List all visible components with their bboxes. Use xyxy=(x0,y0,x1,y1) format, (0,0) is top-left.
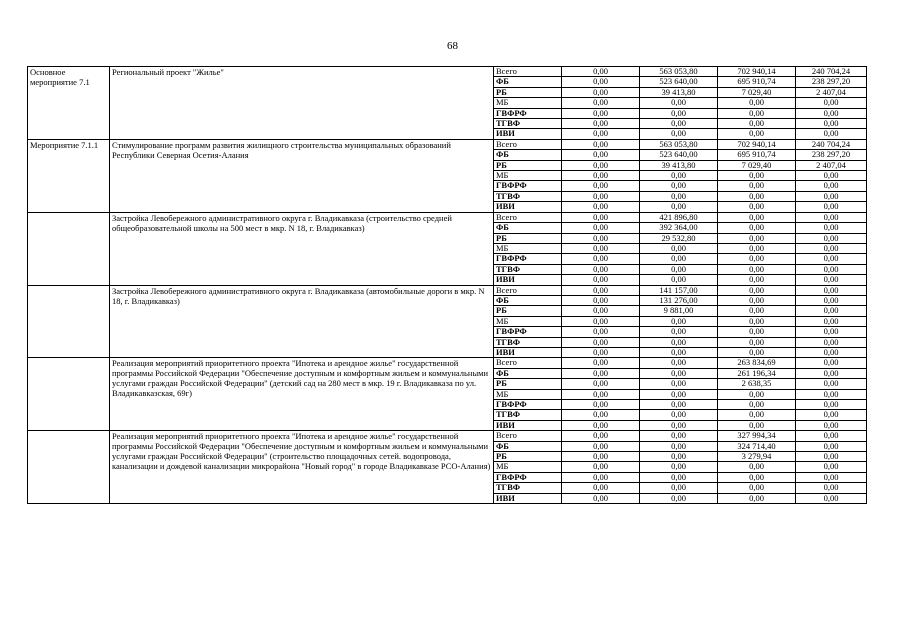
amount-cell: 0,00 xyxy=(796,212,867,222)
amount-cell: 0,00 xyxy=(796,400,867,410)
activity-code xyxy=(28,358,110,431)
amount-cell: 0,00 xyxy=(562,275,640,285)
amount-cell: 0,00 xyxy=(796,233,867,243)
amount-cell: 0,00 xyxy=(562,139,640,149)
amount-cell: 0,00 xyxy=(640,202,718,212)
amount-cell: 0,00 xyxy=(796,327,867,337)
amount-cell: 0,00 xyxy=(640,452,718,462)
amount-cell: 39 413,80 xyxy=(640,160,718,170)
amount-cell: 0,00 xyxy=(796,275,867,285)
activity-code xyxy=(28,431,110,504)
amount-cell: 0,00 xyxy=(640,129,718,139)
amount-cell: 392 364,00 xyxy=(640,223,718,233)
activity-name: Реализация мероприятий приоритетного проекта "Ипотека и арендное жилье" государственной программы Российской Федерации "Обеспечение доступным и комфортным жильем и коммунальными услугами граждан Российской Федерации" (строительство площадочных сетей. водопровода, канализации и дождевой канализации микрорайона "Новый город" в городе Владикавказе РСО-Алания) xyxy=(110,431,494,504)
page-number: 68 xyxy=(447,40,458,52)
amount-cell: 0,00 xyxy=(796,358,867,368)
funding-source: ГВФРФ xyxy=(494,108,562,118)
activity-code xyxy=(28,285,110,358)
amount-cell: 0,00 xyxy=(718,337,796,347)
funding-source: Всего xyxy=(494,139,562,149)
amount-cell: 0,00 xyxy=(640,316,718,326)
amount-cell: 0,00 xyxy=(718,472,796,482)
amount-cell: 0,00 xyxy=(562,191,640,201)
amount-cell: 0,00 xyxy=(640,98,718,108)
amount-cell: 0,00 xyxy=(718,202,796,212)
amount-cell: 0,00 xyxy=(640,108,718,118)
amount-cell: 0,00 xyxy=(718,212,796,222)
amount-cell: 0,00 xyxy=(640,347,718,357)
funding-source: РБ xyxy=(494,87,562,97)
amount-cell: 0,00 xyxy=(562,160,640,170)
activity-name: Застройка Левобережного административного округа г. Владикавказа (автомобильные дороги в мкр. N 18, г. Владикавказ) xyxy=(110,285,494,358)
activity-code xyxy=(28,212,110,285)
amount-cell: 238 297,20 xyxy=(796,150,867,160)
activity-name: Реализация мероприятий приоритетного проекта "Ипотека и арендное жилье" государственной программы Российской Федерации "Обеспечение доступным и комфортным жильем и коммунальными услугами граждан Российской Федерации" (детский сад на 280 мест в мкр. 19 г. Владикавказа по ул. Владикавказская, 69г) xyxy=(110,358,494,431)
funding-source: ГВФРФ xyxy=(494,181,562,191)
amount-cell: 0,00 xyxy=(796,493,867,503)
amount-cell: 0,00 xyxy=(796,462,867,472)
amount-cell: 0,00 xyxy=(718,98,796,108)
amount-cell: 0,00 xyxy=(562,264,640,274)
funding-source: МБ xyxy=(494,98,562,108)
amount-cell: 0,00 xyxy=(718,275,796,285)
amount-cell: 0,00 xyxy=(718,264,796,274)
amount-cell: 0,00 xyxy=(796,410,867,420)
funding-source: ИВИ xyxy=(494,420,562,430)
amount-cell: 0,00 xyxy=(796,441,867,451)
amount-cell: 0,00 xyxy=(796,420,867,430)
amount-cell: 0,00 xyxy=(640,181,718,191)
amount-cell: 0,00 xyxy=(640,472,718,482)
amount-cell: 0,00 xyxy=(562,493,640,503)
amount-cell: 0,00 xyxy=(718,410,796,420)
amount-cell: 523 640,00 xyxy=(640,150,718,160)
funding-source: Всего xyxy=(494,431,562,441)
funding-source: ИВИ xyxy=(494,275,562,285)
amount-cell: 0,00 xyxy=(562,108,640,118)
amount-cell: 0,00 xyxy=(718,493,796,503)
funding-source: Всего xyxy=(494,67,562,77)
amount-cell: 0,00 xyxy=(718,191,796,201)
amount-cell: 0,00 xyxy=(562,431,640,441)
amount-cell: 0,00 xyxy=(562,327,640,337)
amount-cell: 0,00 xyxy=(640,254,718,264)
amount-cell: 0,00 xyxy=(640,389,718,399)
amount-cell: 0,00 xyxy=(796,243,867,253)
funding-source: ГВФРФ xyxy=(494,254,562,264)
amount-cell: 141 157,00 xyxy=(640,285,718,295)
amount-cell: 0,00 xyxy=(796,191,867,201)
amount-cell: 0,00 xyxy=(640,420,718,430)
amount-cell: 327 994,34 xyxy=(718,431,796,441)
table-row xyxy=(28,431,867,441)
funding-source: ИВИ xyxy=(494,202,562,212)
amount-cell: 0,00 xyxy=(718,400,796,410)
amount-cell: 0,00 xyxy=(796,368,867,378)
amount-cell: 0,00 xyxy=(718,285,796,295)
amount-cell: 0,00 xyxy=(562,212,640,222)
amount-cell: 2 407,04 xyxy=(796,87,867,97)
amount-cell: 0,00 xyxy=(562,254,640,264)
funding-source: РБ xyxy=(494,379,562,389)
amount-cell: 0,00 xyxy=(562,347,640,357)
funding-source: ТГВФ xyxy=(494,337,562,347)
funding-source: Всего xyxy=(494,285,562,295)
funding-source: ГВФРФ xyxy=(494,400,562,410)
amount-cell: 0,00 xyxy=(640,171,718,181)
amount-cell: 0,00 xyxy=(718,171,796,181)
amount-cell: 0,00 xyxy=(796,264,867,274)
activity-code: Мероприятие 7.1.1 xyxy=(28,139,110,212)
table-row xyxy=(28,67,867,77)
amount-cell: 0,00 xyxy=(718,108,796,118)
amount-cell: 0,00 xyxy=(718,306,796,316)
table-row xyxy=(28,285,867,295)
amount-cell: 0,00 xyxy=(562,337,640,347)
amount-cell: 0,00 xyxy=(562,295,640,305)
amount-cell: 0,00 xyxy=(796,295,867,305)
amount-cell: 0,00 xyxy=(562,306,640,316)
funding-source: ИВИ xyxy=(494,129,562,139)
activity-name: Застройка Левобережного административного округа г. Владикавказа (строительство средней общеобразовательной школы на 500 мест в мкр. N 18, г. Владикавказ) xyxy=(110,212,494,285)
amount-cell: 0,00 xyxy=(796,483,867,493)
amount-cell: 240 704,24 xyxy=(796,139,867,149)
amount-cell: 0,00 xyxy=(796,171,867,181)
amount-cell: 0,00 xyxy=(562,223,640,233)
amount-cell: 0,00 xyxy=(562,379,640,389)
amount-cell: 263 834,69 xyxy=(718,358,796,368)
amount-cell: 0,00 xyxy=(562,410,640,420)
amount-cell: 0,00 xyxy=(796,202,867,212)
amount-cell: 0,00 xyxy=(562,171,640,181)
amount-cell: 0,00 xyxy=(718,347,796,357)
table-row xyxy=(28,358,867,368)
funding-source: ИВИ xyxy=(494,347,562,357)
amount-cell: 0,00 xyxy=(562,316,640,326)
amount-cell: 0,00 xyxy=(718,129,796,139)
funding-source: МБ xyxy=(494,389,562,399)
amount-cell: 2 638,35 xyxy=(718,379,796,389)
funding-source: ТГВФ xyxy=(494,191,562,201)
amount-cell: 2 407,04 xyxy=(796,160,867,170)
amount-cell: 0,00 xyxy=(640,379,718,389)
amount-cell: 0,00 xyxy=(796,379,867,389)
amount-cell: 0,00 xyxy=(640,337,718,347)
amount-cell: 0,00 xyxy=(796,452,867,462)
amount-cell: 0,00 xyxy=(718,389,796,399)
activity-code: Основное мероприятие 7.1 xyxy=(28,67,110,140)
funding-source: ГВФРФ xyxy=(494,472,562,482)
amount-cell: 0,00 xyxy=(796,108,867,118)
amount-cell: 0,00 xyxy=(562,98,640,108)
amount-cell: 0,00 xyxy=(562,452,640,462)
funding-source: ФБ xyxy=(494,368,562,378)
funding-source: МБ xyxy=(494,171,562,181)
amount-cell: 0,00 xyxy=(640,243,718,253)
amount-cell: 0,00 xyxy=(718,233,796,243)
funding-source: РБ xyxy=(494,452,562,462)
amount-cell: 3 279,94 xyxy=(718,452,796,462)
amount-cell: 0,00 xyxy=(796,389,867,399)
amount-cell: 0,00 xyxy=(640,493,718,503)
amount-cell: 0,00 xyxy=(562,285,640,295)
amount-cell: 421 896,80 xyxy=(640,212,718,222)
amount-cell: 7 029,40 xyxy=(718,160,796,170)
amount-cell: 0,00 xyxy=(562,150,640,160)
amount-cell: 240 704,24 xyxy=(796,67,867,77)
funding-source: ТГВФ xyxy=(494,410,562,420)
amount-cell: 0,00 xyxy=(562,462,640,472)
amount-cell: 0,00 xyxy=(562,129,640,139)
amount-cell: 0,00 xyxy=(640,191,718,201)
amount-cell: 0,00 xyxy=(640,410,718,420)
funding-source: РБ xyxy=(494,233,562,243)
amount-cell: 9 881,00 xyxy=(640,306,718,316)
amount-cell: 0,00 xyxy=(562,67,640,77)
amount-cell: 0,00 xyxy=(718,119,796,129)
funding-source: МБ xyxy=(494,243,562,253)
amount-cell: 0,00 xyxy=(562,420,640,430)
funding-source: ФБ xyxy=(494,150,562,160)
amount-cell: 0,00 xyxy=(562,77,640,87)
amount-cell: 0,00 xyxy=(562,441,640,451)
amount-cell: 0,00 xyxy=(640,275,718,285)
amount-cell: 0,00 xyxy=(562,181,640,191)
activity-name: Стимулирование программ развития жилищного строительства муниципальных образований Республики Северная Осетия-Алания xyxy=(110,139,494,212)
amount-cell: 702 940,14 xyxy=(718,139,796,149)
funding-source: ТГВФ xyxy=(494,264,562,274)
amount-cell: 29 532,80 xyxy=(640,233,718,243)
amount-cell: 0,00 xyxy=(562,119,640,129)
funding-source: Всего xyxy=(494,358,562,368)
funding-source: МБ xyxy=(494,462,562,472)
amount-cell: 0,00 xyxy=(718,243,796,253)
table-row xyxy=(28,212,867,222)
amount-cell: 0,00 xyxy=(640,368,718,378)
amount-cell: 0,00 xyxy=(796,337,867,347)
amount-cell: 0,00 xyxy=(640,264,718,274)
amount-cell: 0,00 xyxy=(796,431,867,441)
amount-cell: 0,00 xyxy=(718,483,796,493)
amount-cell: 0,00 xyxy=(796,285,867,295)
amount-cell: 39 413,80 xyxy=(640,87,718,97)
amount-cell: 0,00 xyxy=(796,98,867,108)
amount-cell: 0,00 xyxy=(796,223,867,233)
amount-cell: 0,00 xyxy=(718,316,796,326)
funding-source: Всего xyxy=(494,212,562,222)
amount-cell: 702 940,14 xyxy=(718,67,796,77)
amount-cell: 0,00 xyxy=(640,400,718,410)
funding-source: ТГВФ xyxy=(494,119,562,129)
funding-source: ТГВФ xyxy=(494,483,562,493)
amount-cell: 0,00 xyxy=(718,327,796,337)
amount-cell: 0,00 xyxy=(562,243,640,253)
amount-cell: 0,00 xyxy=(796,347,867,357)
amount-cell: 0,00 xyxy=(796,254,867,264)
amount-cell: 0,00 xyxy=(562,483,640,493)
funding-source: МБ xyxy=(494,316,562,326)
amount-cell: 0,00 xyxy=(796,472,867,482)
amount-cell: 0,00 xyxy=(640,327,718,337)
amount-cell: 695 910,74 xyxy=(718,77,796,87)
amount-cell: 0,00 xyxy=(640,358,718,368)
amount-cell: 695 910,74 xyxy=(718,150,796,160)
funding-source: ФБ xyxy=(494,223,562,233)
amount-cell: 0,00 xyxy=(562,233,640,243)
amount-cell: 261 196,34 xyxy=(718,368,796,378)
table-row xyxy=(28,139,867,149)
amount-cell: 0,00 xyxy=(718,181,796,191)
amount-cell: 523 640,00 xyxy=(640,77,718,87)
funding-source: РБ xyxy=(494,306,562,316)
amount-cell: 0,00 xyxy=(562,400,640,410)
activity-name: Региональный проект "Жилье" xyxy=(110,67,494,140)
amount-cell: 0,00 xyxy=(562,87,640,97)
amount-cell: 0,00 xyxy=(640,431,718,441)
amount-cell: 7 029,40 xyxy=(718,87,796,97)
amount-cell: 0,00 xyxy=(562,368,640,378)
funding-source: ФБ xyxy=(494,77,562,87)
funding-source: ИВИ xyxy=(494,493,562,503)
amount-cell: 563 053,80 xyxy=(640,139,718,149)
amount-cell: 0,00 xyxy=(718,462,796,472)
amount-cell: 0,00 xyxy=(562,389,640,399)
amount-cell: 0,00 xyxy=(562,358,640,368)
amount-cell: 131 276,00 xyxy=(640,295,718,305)
amount-cell: 0,00 xyxy=(718,420,796,430)
budget-table xyxy=(27,66,867,504)
amount-cell: 0,00 xyxy=(718,295,796,305)
amount-cell: 0,00 xyxy=(640,483,718,493)
amount-cell: 0,00 xyxy=(796,129,867,139)
amount-cell: 0,00 xyxy=(718,223,796,233)
amount-cell: 324 714,40 xyxy=(718,441,796,451)
amount-cell: 0,00 xyxy=(640,462,718,472)
amount-cell: 0,00 xyxy=(562,472,640,482)
amount-cell: 0,00 xyxy=(640,119,718,129)
amount-cell: 0,00 xyxy=(796,119,867,129)
amount-cell: 0,00 xyxy=(640,441,718,451)
amount-cell: 238 297,20 xyxy=(796,77,867,87)
amount-cell: 0,00 xyxy=(796,316,867,326)
amount-cell: 0,00 xyxy=(796,181,867,191)
amount-cell: 0,00 xyxy=(562,202,640,212)
amount-cell: 0,00 xyxy=(796,306,867,316)
amount-cell: 0,00 xyxy=(718,254,796,264)
funding-source: ГВФРФ xyxy=(494,327,562,337)
funding-source: ФБ xyxy=(494,441,562,451)
amount-cell: 563 053,80 xyxy=(640,67,718,77)
funding-source: РБ xyxy=(494,160,562,170)
funding-source: ФБ xyxy=(494,295,562,305)
